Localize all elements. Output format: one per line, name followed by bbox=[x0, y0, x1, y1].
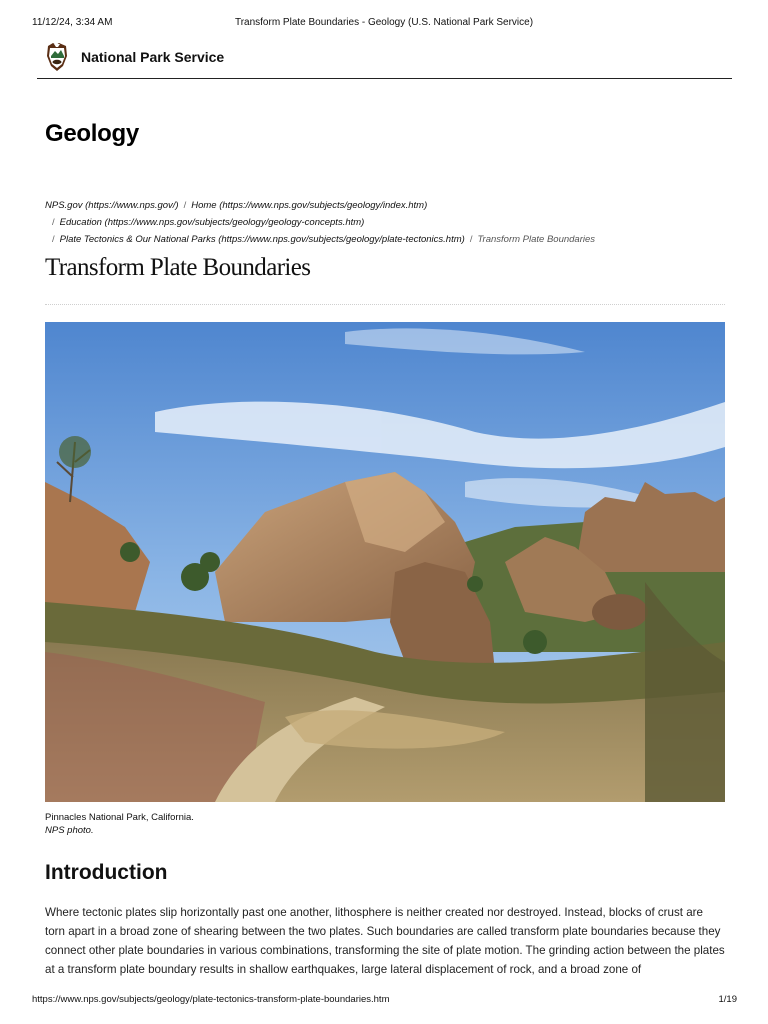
site-name-link[interactable]: National Park Service bbox=[81, 49, 225, 65]
nps-arrowhead-icon[interactable] bbox=[45, 42, 69, 72]
breadcrumb-separator: / bbox=[183, 200, 187, 211]
print-datetime: 11/12/24, 3:34 AM bbox=[32, 17, 113, 28]
introduction-paragraph: Where tectonic plates slip horizontally past one another, lithosphere is neither created nor destroyed. Instead, blocks of crust are torn apart in a broad zone of shearing between the two plates. Such boundaries are called transform plate boundaries because they connect other plate boundaries in various combinations, transforming the site of plate motion. The grinding action between the plates at a transform plate boundary results in shallow earthquakes, large lateral displacement of rock, and a broad zone of bbox=[45, 906, 725, 976]
breadcrumb-item-nps[interactable]: NPS.gov (https://www.nps.gov/) bbox=[45, 200, 179, 211]
page-indicator: 1/19 bbox=[718, 994, 737, 1005]
image-caption bbox=[45, 811, 194, 837]
print-footer bbox=[0, 994, 768, 1008]
pinnacles-landscape-illustration bbox=[45, 322, 725, 802]
caption-text: Pinnacles National Park, California. bbox=[45, 812, 194, 823]
site-header bbox=[37, 40, 732, 79]
hero-image bbox=[45, 322, 725, 802]
introduction-heading: Introduction bbox=[45, 861, 168, 884]
breadcrumb-item-education[interactable]: Education (https://www.nps.gov/subjects/geology/geology-concepts.htm) bbox=[59, 217, 365, 228]
photo-credit: NPS photo. bbox=[45, 825, 94, 836]
title-divider bbox=[45, 304, 725, 305]
breadcrumb-item-home[interactable]: Home (https://www.nps.gov/subjects/geology/index.htm) bbox=[191, 200, 428, 211]
print-document-title: Transform Plate Boundaries - Geology (U.S. National Park Service) bbox=[234, 17, 534, 28]
section-title: Geology bbox=[45, 120, 139, 147]
breadcrumb-item-current: Transform Plate Boundaries bbox=[477, 234, 596, 245]
print-footer-url: https://www.nps.gov/subjects/geology/plate-tectonics-transform-plate-boundaries.htm bbox=[32, 994, 390, 1005]
breadcrumb-separator: / bbox=[52, 234, 55, 245]
breadcrumb-item-plate-tectonics[interactable]: Plate Tectonics & Our National Parks (https://www.nps.gov/subjects/geology/plate-tectonics.htm) bbox=[59, 234, 465, 245]
print-header bbox=[0, 17, 768, 31]
breadcrumb-separator: / bbox=[469, 234, 473, 245]
breadcrumb-separator: / bbox=[52, 217, 55, 228]
breadcrumb bbox=[45, 197, 735, 248]
page-title: Transform Plate Boundaries bbox=[45, 254, 311, 281]
